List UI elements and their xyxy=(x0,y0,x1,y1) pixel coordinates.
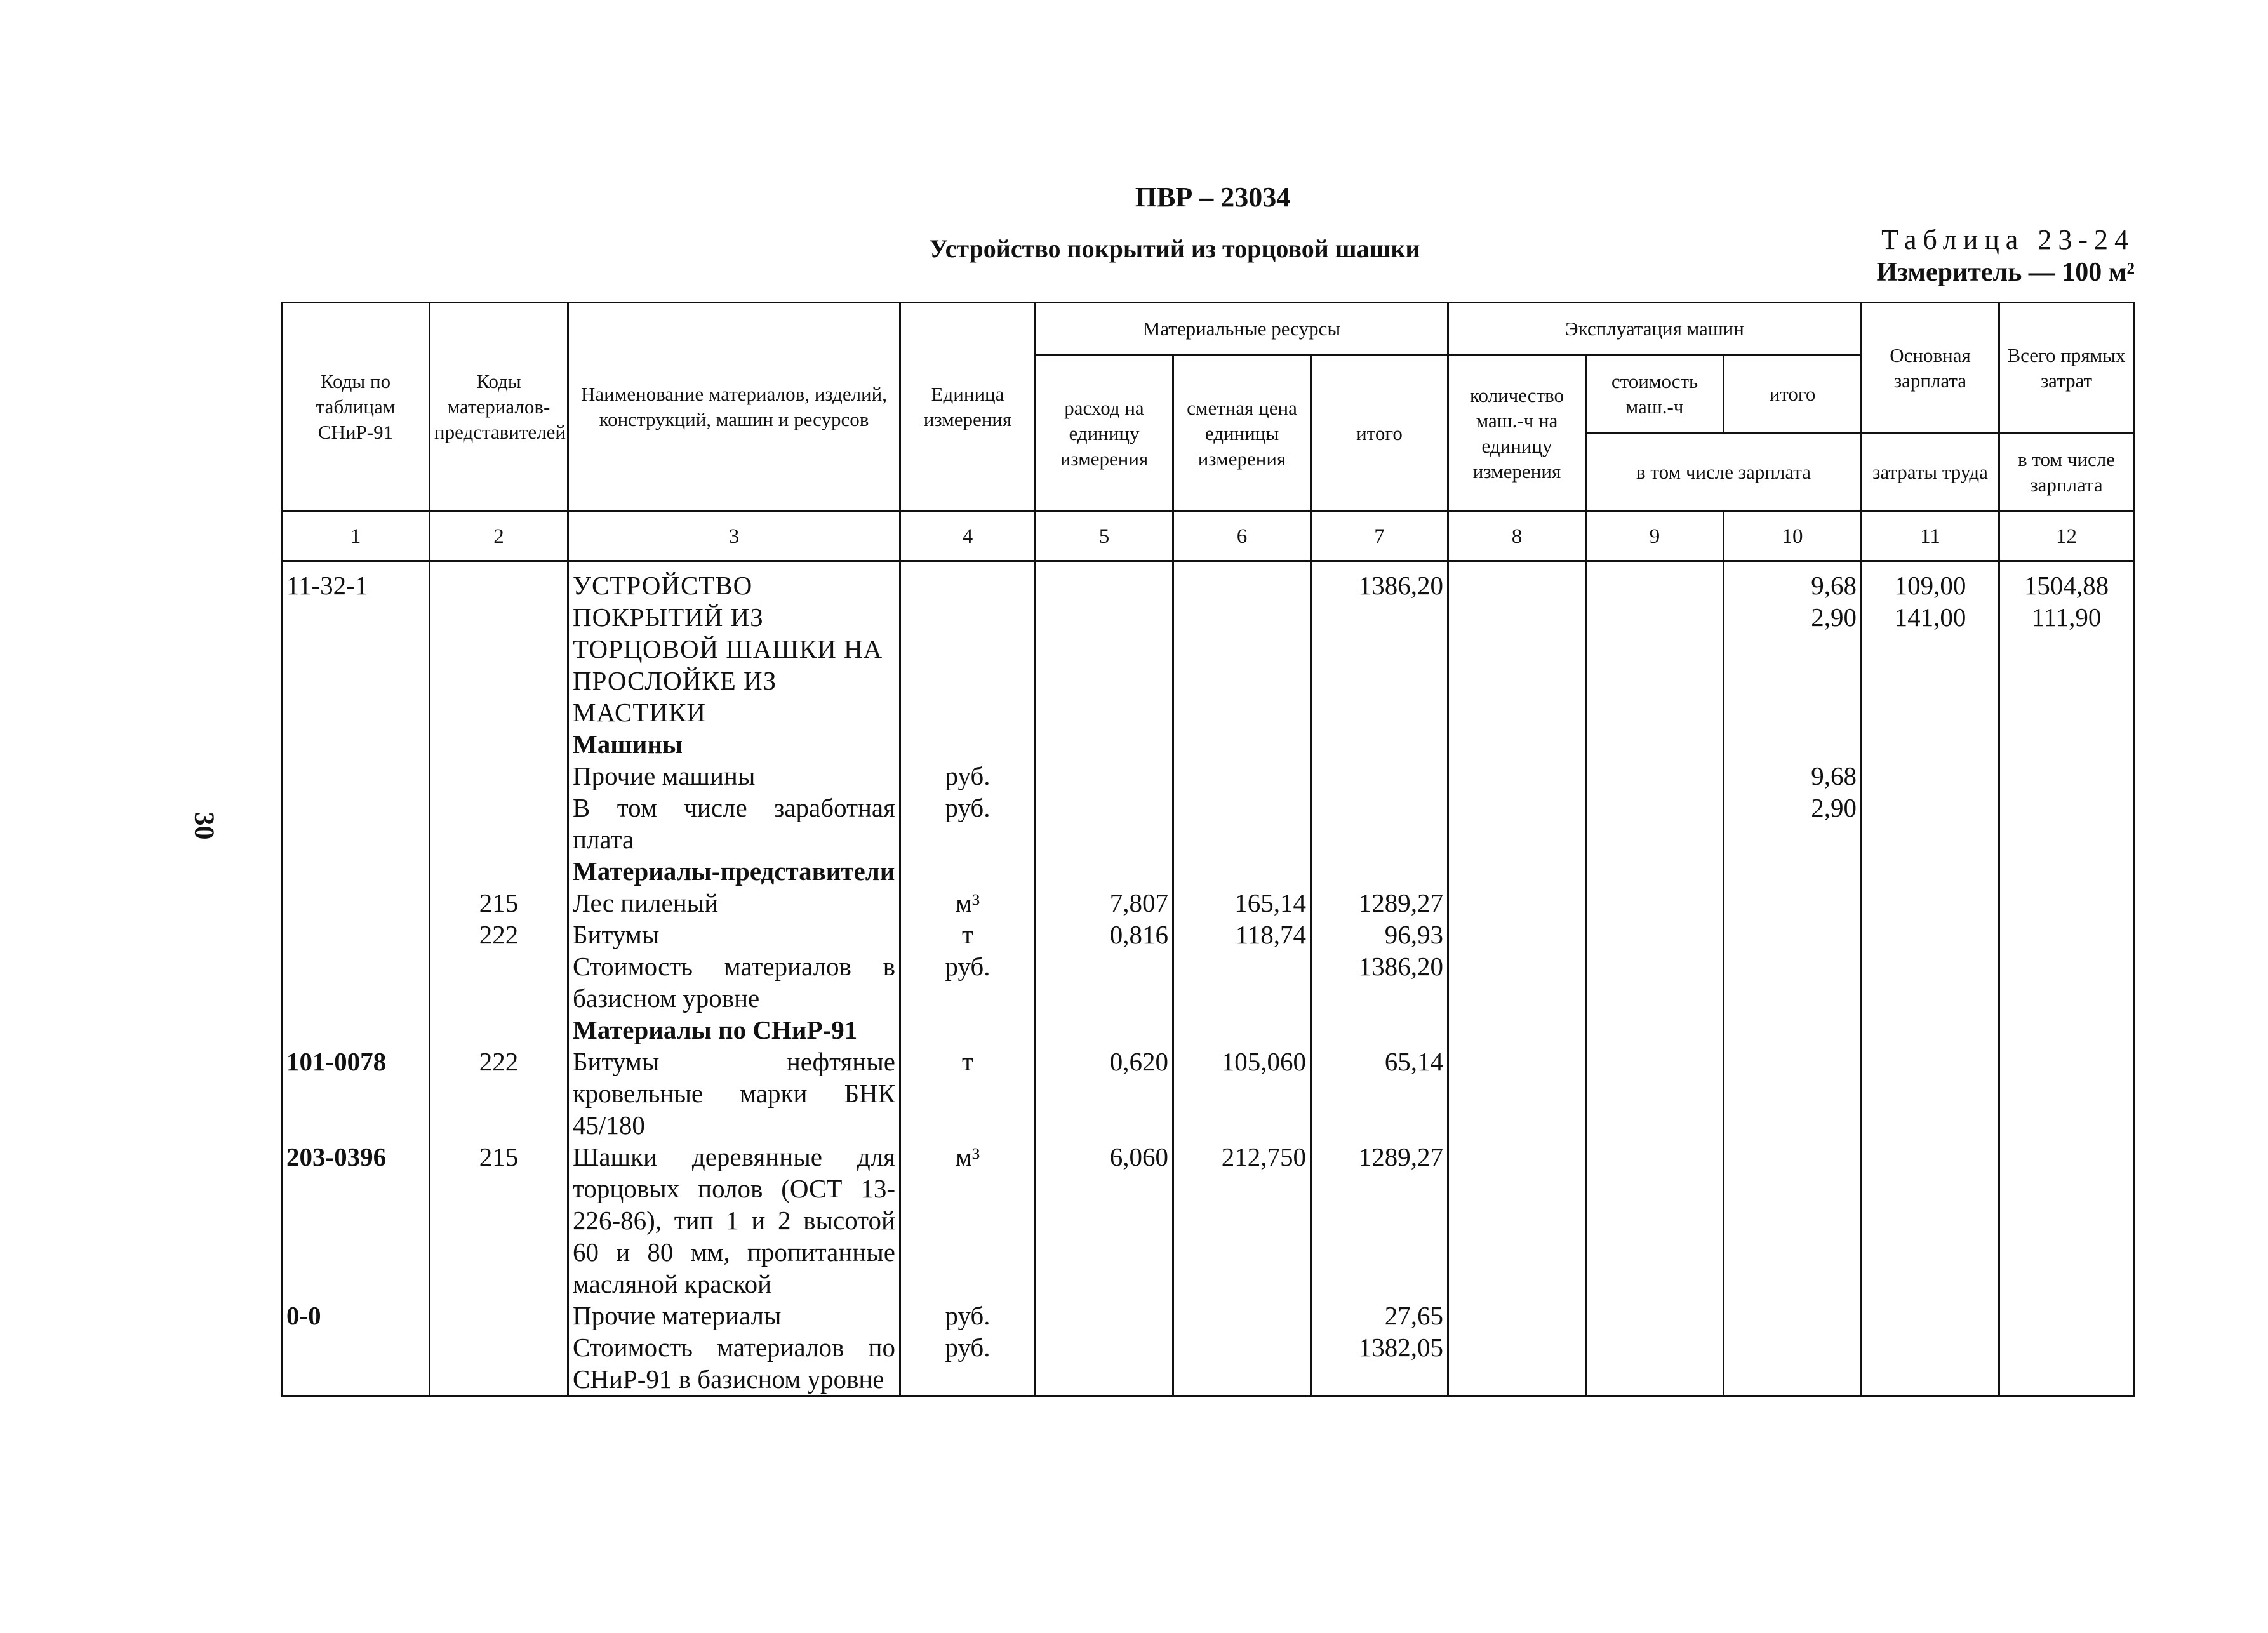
table-section-row xyxy=(282,728,2134,760)
table-row xyxy=(282,1300,2134,1331)
table-row xyxy=(282,570,2134,728)
resource-name: Шашки деревянные для торцовых полов (ОСТ 13-226-86), тип 1 и 2 высотой 60 и 80 мм, пропитанные масляной краской xyxy=(568,1141,900,1300)
table-row xyxy=(282,1331,2134,1396)
header-incl-salary: в том числе зарплата xyxy=(1586,434,1862,512)
machine-total xyxy=(1724,570,1862,728)
column-number: 11 xyxy=(1862,512,1999,561)
unit-price: 118,74 xyxy=(1173,919,1311,950)
header-unit: Единица измерения xyxy=(900,303,1036,512)
resource-name: Битумы нефтяные кровельные марки БНК 45/180 xyxy=(568,1046,900,1141)
column-number: 8 xyxy=(1448,512,1586,561)
unit: м³ xyxy=(900,887,1036,919)
consumption: 0,620 xyxy=(1036,1046,1173,1141)
table-section-row xyxy=(282,1014,2134,1046)
material-total: 96,93 xyxy=(1311,919,1448,950)
column-number: 4 xyxy=(900,512,1036,561)
column-number: 9 xyxy=(1586,512,1724,561)
page-number: 30 xyxy=(189,811,220,840)
header-unit-price: сметная цена единицы измерения xyxy=(1173,356,1311,512)
header-resource-name: Наименование материалов, изделий, конструкций, машин и ресурсов xyxy=(568,303,900,512)
unit-price: 165,14 xyxy=(1173,887,1311,919)
table-label: Таблица 23-24 xyxy=(1881,224,2135,255)
resource-name: В том числе заработная плата xyxy=(568,792,900,855)
material-total: 65,14 xyxy=(1311,1046,1448,1141)
rep-code: 215 xyxy=(430,887,568,919)
header-total-direct-costs: Всего прямых затрат xyxy=(1999,303,2134,434)
table-row xyxy=(282,1141,2134,1300)
section-heading: Материалы-представители xyxy=(568,855,900,887)
consumption: 7,807 xyxy=(1036,887,1173,919)
header-machine-total: итого xyxy=(1724,356,1862,434)
header-machine-operation: Эксплуатация машин xyxy=(1448,303,1862,356)
header-labor-costs: затраты труда xyxy=(1862,434,1999,512)
unit: руб. xyxy=(900,792,1036,855)
table-spacer xyxy=(282,561,2134,570)
incl-salary-value: 111,90 xyxy=(2031,603,2102,632)
header-machine-hour-cost: стоимость маш.-ч xyxy=(1586,356,1724,434)
header-consumption: расход на единицу измерения xyxy=(1036,356,1173,512)
unit: м³ xyxy=(900,1141,1036,1300)
resource-name: Прочие машины xyxy=(568,760,900,792)
machine-salary-value: 2,90 xyxy=(1811,603,1857,632)
column-number: 10 xyxy=(1724,512,1862,561)
header-material-total: итого xyxy=(1311,356,1448,512)
snip-code: 0-0 xyxy=(282,1300,430,1331)
unit-price: 212,750 xyxy=(1173,1141,1311,1300)
rep-code: 222 xyxy=(430,919,568,950)
resource-name: Битумы xyxy=(568,919,900,950)
unit: т xyxy=(900,919,1036,950)
total-direct-costs-value: 1504,88 xyxy=(2024,571,2109,600)
header-snip-codes: Коды по таблицам СНиР-91 xyxy=(282,303,430,512)
material-total: 1289,27 xyxy=(1311,1141,1448,1300)
snip-code: 203-0396 xyxy=(282,1141,430,1300)
resource-name: Стоимость материалов в базисном уровне xyxy=(568,950,900,1014)
resource-name: Стоимость материалов по СНиР-91 в базисном уровне xyxy=(568,1331,900,1396)
column-number: 12 xyxy=(1999,512,2134,561)
material-total: 1382,05 xyxy=(1311,1331,1448,1396)
material-total: 1386,20 xyxy=(1311,950,1448,1014)
unit: т xyxy=(900,1046,1036,1141)
column-number: 6 xyxy=(1173,512,1311,561)
document-subtitle: Устройство покрытий из торцовой шашки xyxy=(929,234,1420,263)
column-number: 2 xyxy=(430,512,568,561)
machine-total-value: 9,68 xyxy=(1811,571,1857,600)
consumption: 6,060 xyxy=(1036,1141,1173,1300)
snip-code: 101-0078 xyxy=(282,1046,430,1141)
resource-table xyxy=(281,302,2135,1397)
snip-code: 11-32-1 xyxy=(282,570,430,728)
header-rep-codes: Коды материалов-представителей xyxy=(430,303,568,512)
unit: руб. xyxy=(900,1300,1036,1331)
column-number: 7 xyxy=(1311,512,1448,561)
section-heading: Машины xyxy=(568,728,900,760)
document-code: ПВР – 23034 xyxy=(1135,182,1291,213)
unit: руб. xyxy=(900,1331,1036,1396)
unit: руб. xyxy=(900,950,1036,1014)
base-salary-value: 109,00 xyxy=(1894,571,1966,600)
table-section-row xyxy=(282,855,2134,887)
machine-total: 9,68 xyxy=(1724,760,1862,792)
resource-name: УСТРОЙСТВО ПОКРЫТИЙ ИЗ ТОРЦОВОЙ ШАШКИ НА ПРОСЛОЙКЕ ИЗ МАСТИКИ xyxy=(568,570,900,728)
base-salary xyxy=(1862,570,1999,728)
material-total: 1289,27 xyxy=(1311,887,1448,919)
unit-price: 105,060 xyxy=(1173,1046,1311,1141)
column-number: 1 xyxy=(282,512,430,561)
table-row xyxy=(282,887,2134,919)
resource-name: Лес пиленый xyxy=(568,887,900,919)
section-heading: Материалы по СНиР-91 xyxy=(568,1014,900,1046)
table-row xyxy=(282,950,2134,1014)
unit: руб. xyxy=(900,760,1036,792)
resource-name: Прочие материалы xyxy=(568,1300,900,1331)
rep-code: 215 xyxy=(430,1141,568,1300)
header-base-salary: Основная зарплата xyxy=(1862,303,1999,434)
table-row xyxy=(282,919,2134,950)
labor-costs-value: 141,00 xyxy=(1894,603,1966,632)
table-row xyxy=(282,1046,2134,1141)
rep-code: 222 xyxy=(430,1046,568,1141)
header-incl-salary-total: в том числе зарплата xyxy=(1999,434,2134,512)
total-direct-costs xyxy=(1999,570,2134,728)
machine-total: 2,90 xyxy=(1724,792,1862,855)
material-total: 27,65 xyxy=(1311,1300,1448,1331)
consumption: 0,816 xyxy=(1036,919,1173,950)
header-machine-hours: количество маш.-ч на единицу измерения xyxy=(1448,356,1586,512)
header-material-resources: Материальные ресурсы xyxy=(1036,303,1448,356)
unit-label: Измеритель — 100 м² xyxy=(1876,258,2135,287)
column-number: 5 xyxy=(1036,512,1173,561)
table-row xyxy=(282,760,2134,792)
table-row xyxy=(282,792,2134,855)
material-total: 1386,20 xyxy=(1311,570,1448,728)
column-number: 3 xyxy=(568,512,900,561)
